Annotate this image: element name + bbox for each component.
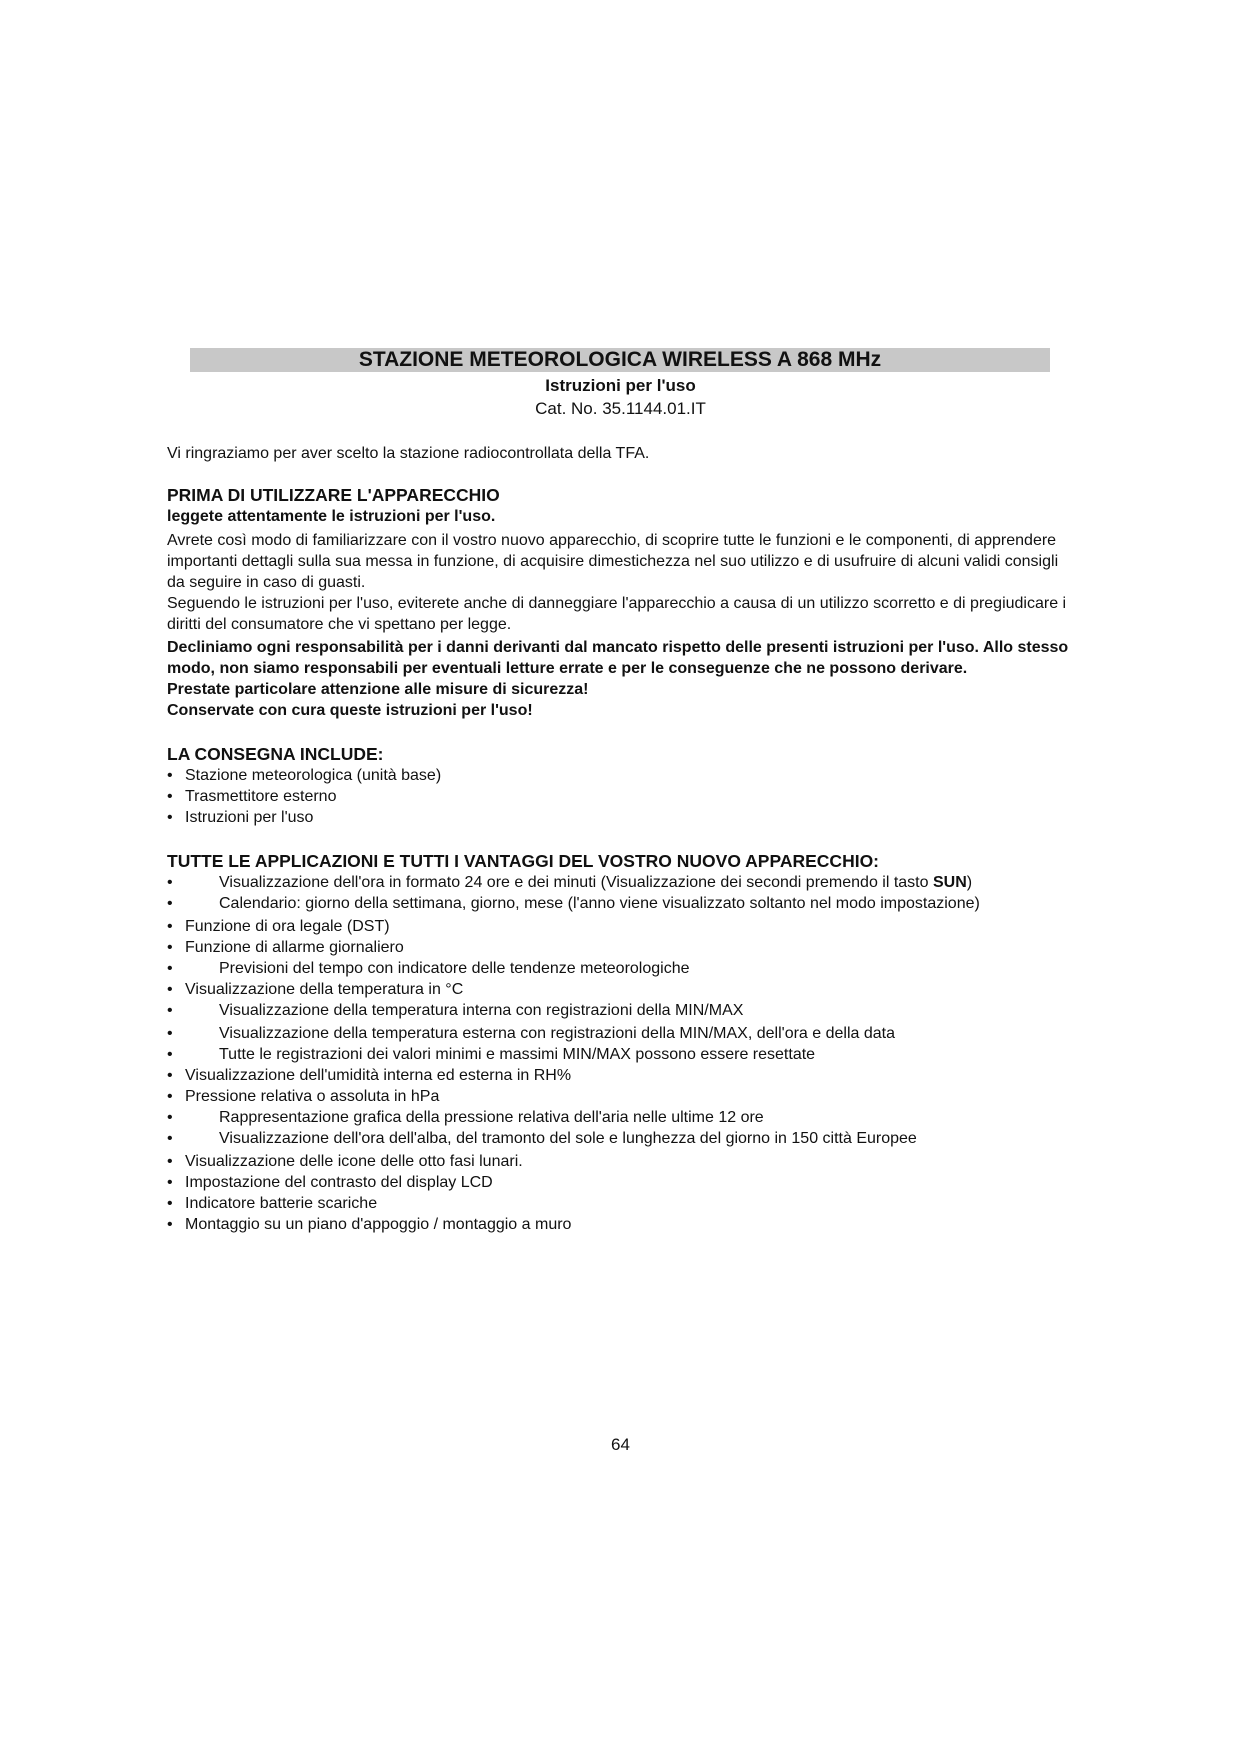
list-item: • Indicatore batterie scariche [167, 1193, 1077, 1214]
list-item: • Calendario: giorno della settimana, giorno, mese (l'anno viene visualizzato soltanto nel modo impostazione) [167, 893, 1077, 914]
list-item: • Impostazione del contrasto del display LCD [167, 1172, 1077, 1193]
document-subtitle: Istruzioni per l'uso [545, 376, 696, 395]
list-item: • Visualizzazione delle icone delle otto fasi lunari. [167, 1151, 1077, 1172]
document-title: STAZIONE METEOROLOGICA WIRELESS A 868 MHz [190, 348, 1050, 372]
list-item: • Visualizzazione della temperatura interna con registrazioni della MIN/MAX [167, 1000, 1077, 1021]
list-item: • Visualizzazione dell'ora dell'alba, del tramonto del sole e lunghezza del giorno in 150 città Europee [167, 1128, 1077, 1149]
list-item: • Funzione di ora legale (DST) [167, 916, 1077, 937]
disclaimer-text: Decliniamo ogni responsabilità per i danni derivanti dal mancato rispetto delle presenti istruzioni per l'uso. Allo stesso modo, non siamo responsabili per eventuali letture errate e per le conseguenze che ne possono derivare. [167, 639, 1069, 677]
list-item: • Visualizzazione della temperatura esterna con registrazioni della MIN/MAX, dell'ora e della data [167, 1023, 1077, 1044]
feature-text: Visualizzazione dell'ora in formato 24 ore e dei minuti (Visualizzazione dei secondi premendo il tasto [219, 874, 933, 891]
delivery-section [167, 743, 1077, 828]
list-item: • Tutte le registrazioni dei valori minimi e massimi MIN/MAX possono essere resettate [167, 1044, 1077, 1065]
main-content [167, 443, 1077, 1235]
list-item: • Pressione relativa o assoluta in hPa [167, 1086, 1077, 1107]
features-heading: TUTTE LE APPLICAZIONI E TUTTI I VANTAGGI DEL VOSTRO NUOVO APPARECCHIO: [167, 851, 880, 871]
list-item [167, 872, 1077, 893]
delivery-list [167, 765, 1077, 828]
list-item: • Montaggio su un piano d'appoggio / montaggio a muro [167, 1214, 1077, 1235]
catalog-number: Cat. No. 35.1144.01.IT [535, 399, 706, 418]
page-number: 64 [611, 1435, 630, 1454]
list-item: • Visualizzazione della temperatura in °C [167, 979, 1077, 1000]
features-section [167, 850, 1077, 1235]
keep-instructions-note: Conservate con cura queste istruzioni per l'uso! [167, 702, 533, 719]
feature-text-end: ) [966, 874, 973, 891]
features-list [167, 872, 1077, 1235]
list-item: • Visualizzazione dell'umidità interna ed esterna in RH% [167, 1065, 1077, 1086]
before-use-paragraph-1: Avrete così modo di familiarizzare con il vostro nuovo apparecchio, di scoprire tutte le funzioni e le componenti, di apprendere importanti dettagli sulla sua messa in funzione, di acquisire dimestichezza nel suo utilizzo e di usufruire di alcuni validi consigli da seguire in caso di guasti. [167, 532, 1059, 591]
intro-text: Vi ringraziamo per aver scelto la stazione radiocontrollata della TFA. [167, 445, 650, 462]
list-item: • Istruzioni per l'uso [167, 807, 1077, 828]
list-item: • Previsioni del tempo con indicatore delle tendenze meteorologiche [167, 958, 1077, 979]
safety-note: Prestate particolare attenzione alle misure di sicurezza! [167, 681, 589, 698]
before-use-heading: PRIMA DI UTILIZZARE L'APPARECCHIO [167, 485, 500, 505]
list-item: • Rappresentazione grafica della pressione relativa dell'aria nelle ultime 12 ore [167, 1107, 1077, 1128]
before-use-paragraph-2: Seguendo le istruzioni per l'uso, eviterete anche di danneggiare l'apparecchio a causa di un utilizzo scorretto e di pregiudicare i diritti del consumatore che vi spettano per legge. [167, 595, 1067, 633]
sun-key-label: SUN [932, 874, 967, 891]
list-item: • Stazione meteorologica (unità base) [167, 765, 1077, 786]
before-use-subheading: leggete attentamente le istruzioni per l'uso. [167, 508, 496, 525]
list-item: • Trasmettitore esterno [167, 786, 1077, 807]
list-item: • Funzione di allarme giornaliero [167, 937, 1077, 958]
delivery-heading: LA CONSEGNA INCLUDE: [167, 744, 384, 764]
